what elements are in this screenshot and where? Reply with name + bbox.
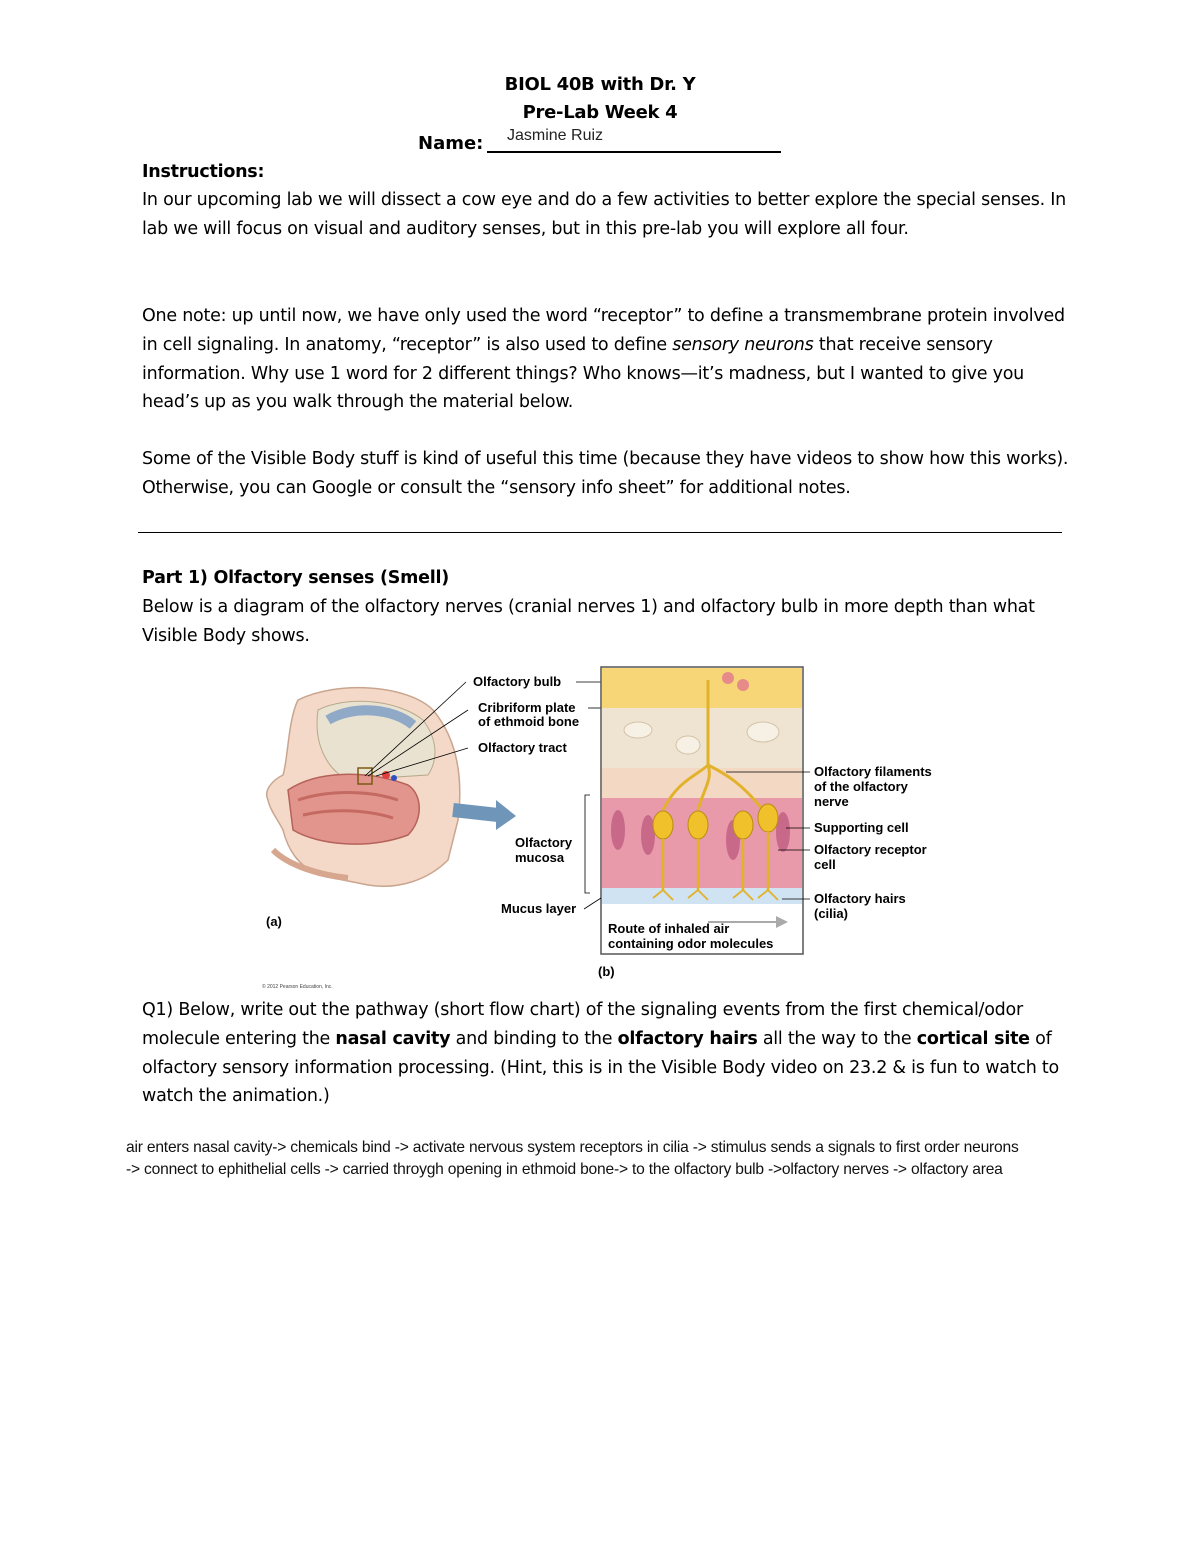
course-title: BIOL 40B with Dr. Y xyxy=(504,74,696,95)
instructions-paragraph-1: In our upcoming lab we will dissect a cow eye and do a few activities to better explore the special senses. In lab we will focus on visual and auditory senses, but in this pre-lab you will explore all four. xyxy=(142,190,1066,239)
label-hairs-2: (cilia) xyxy=(814,906,848,921)
p2-text-b: that receive sensory information. Why use 1 word for 2 different things? Who knows—it’s madness, but I wanted to give you head’s up as you walk through the material below. xyxy=(142,334,1025,413)
section-divider xyxy=(138,532,1062,533)
label-mucosa-1: Olfactory xyxy=(515,835,573,850)
q1-text-a: Below, write out the pathway (short flow chart) of the signaling events from the first chemical/odor molecule entering the xyxy=(142,1000,1023,1049)
label-hairs-1: Olfactory hairs xyxy=(814,891,906,906)
instructions-paragraph-3: Some of the Visible Body stuff is kind of useful this time (because they have videos to show how this works). Otherwise, you can Google or consult the “sensory info sheet” for additional notes. xyxy=(142,449,1069,498)
name-underline xyxy=(487,151,781,153)
answer-line-2: -> connect to ephithelial cells -> carried throygh opening in ethmoid bone-> to the olfactory bulb ->olfactory nerves -> olfactory area xyxy=(126,1161,1003,1178)
question-1 xyxy=(142,996,1072,1111)
label-cribriform-1: Cribriform plate xyxy=(478,700,576,715)
part1-intro: Below is a diagram of the olfactory nerves (cranial nerves 1) and olfactory bulb in more depth than what Visible Body shows. xyxy=(142,597,1035,646)
name-field[interactable]: Jasmine Ruiz xyxy=(507,127,604,144)
q1-bold-olfactory-hairs: olfactory hairs xyxy=(617,1028,758,1049)
label-mucus-layer: Mucus layer xyxy=(501,901,577,916)
olfactory-diagram xyxy=(258,650,943,990)
q1-text-b: and binding to the xyxy=(450,1028,618,1049)
name-label: Name: xyxy=(418,133,484,154)
label-route-1: Route of inhaled air xyxy=(608,921,730,936)
label-cribriform-2: of ethmoid bone xyxy=(478,714,580,729)
q1-bold-cortical-site: cortical site xyxy=(916,1028,1030,1049)
panel-b-label: (b) xyxy=(598,964,615,979)
p2-text-a: One note: up until now, we have only used the word “receptor” to define a transmembrane protein involved in cell signaling. In anatomy, “receptor” is also used to define xyxy=(142,306,1065,355)
label-receptor-1: Olfactory receptor xyxy=(814,842,927,857)
part1-heading: Part 1) Olfactory senses (Smell) xyxy=(142,568,449,588)
instructions-heading: Instructions: xyxy=(142,162,265,182)
q1-answer[interactable] xyxy=(126,1137,1196,1181)
olfactory-epithelium-illustration xyxy=(601,667,803,954)
instructions-paragraph-2 xyxy=(142,302,1072,417)
q1-bold-nasal-cavity: nasal cavity xyxy=(335,1028,451,1049)
label-filaments-3: nerve xyxy=(814,794,849,809)
copyright-notice: © 2012 Pearson Education, Inc. xyxy=(262,984,333,990)
q1-text-d: of olfactory sensory information processing. (Hint, this is in the Visible Body video on 23.2 & is fun to watch to watch the animation.) xyxy=(142,1028,1059,1107)
prelab-title: Pre-Lab Week 4 xyxy=(522,102,678,123)
label-filaments-2: of the olfactory xyxy=(814,779,908,794)
label-route-2: containing odor molecules xyxy=(608,936,774,951)
answer-line-1: air enters nasal cavity-> chemicals bind -> activate nervous system receptors in cilia -> stimulus sends a signals to first order neurons xyxy=(126,1139,1019,1156)
q1-label: Q1) xyxy=(142,1000,173,1020)
label-receptor-2: cell xyxy=(814,857,836,872)
q1-text-c: all the way to the xyxy=(757,1028,917,1049)
label-mucosa-2: mucosa xyxy=(515,850,565,865)
label-olfactory-tract: Olfactory tract xyxy=(478,740,567,755)
label-olfactory-bulb: Olfactory bulb xyxy=(473,674,562,689)
panel-a-label: (a) xyxy=(266,914,282,929)
p2-italic: sensory neurons xyxy=(672,334,814,355)
label-supporting-cell: Supporting cell xyxy=(814,820,909,835)
label-filaments-1: Olfactory filaments xyxy=(814,764,932,779)
